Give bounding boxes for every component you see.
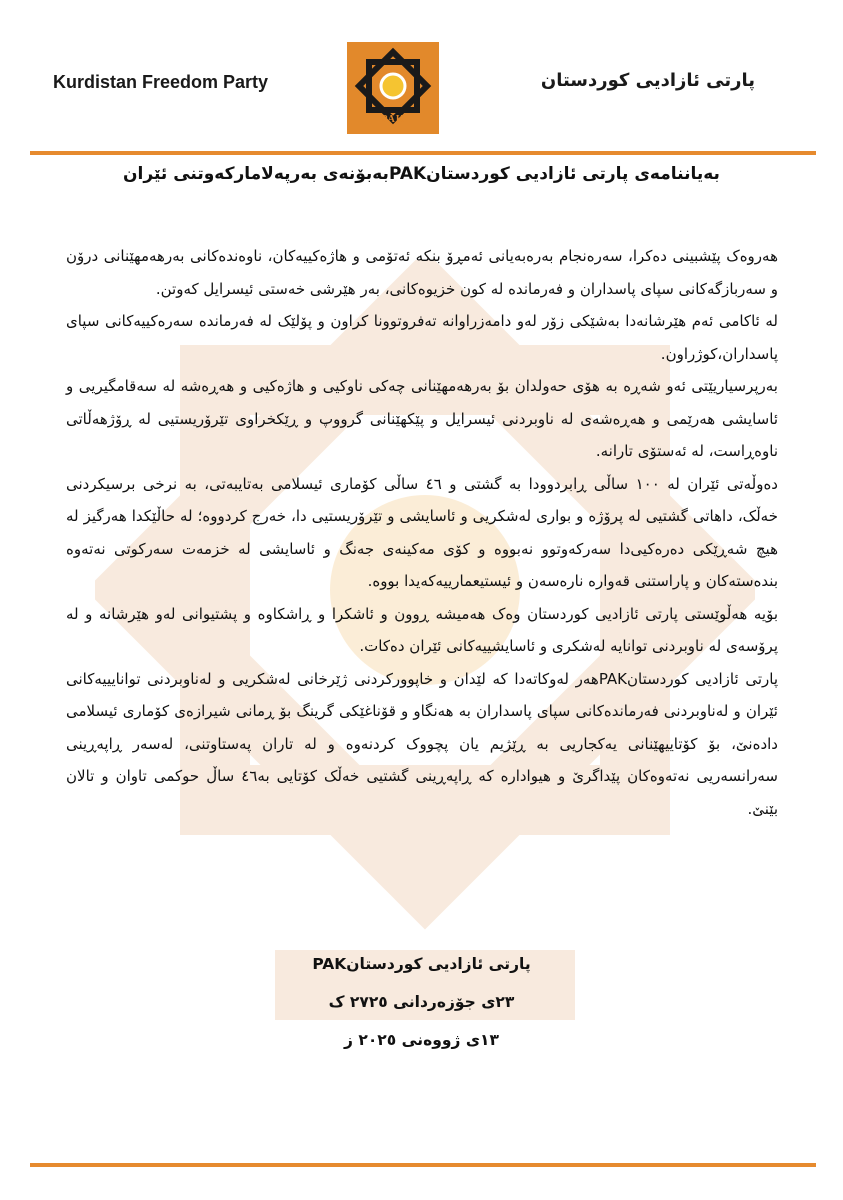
paragraph: بۆیە هەڵوێستی پارتی ئازادیی کوردستان وەک هەمیشە ڕوون و ئاشکرا و ڕاشکاوە و پشتیوانی لەو هێرشانە و لە پرۆسەی لە ناوبردنی توانایە لەشکری و ئاسایشییەکانی ئێران دەکات. [66, 604, 778, 655]
paragraph: دەوڵەتی ئێران لە ١٠٠ ساڵی ڕابردوودا بە گشتی و ٤٦ ساڵی کۆماری ئیسلامی بەتایبەتی، بە نرخی برسیکردنی خەڵک، داهاتی گشتیی لە پرۆژە و بواری لەشکریی و ئاسایشی و تێرۆریستیی دا، خەرج کردووە؛ لە حاڵێکدا هەرگیز لە هیچ شەڕێکی دەرەکیی‌دا سەرکەوتوو نەبووە و کۆی مەکینەی جەنگ و ئاسایشی لە خزمەت سەرکوتی نەتەوە بندەستەکان و پاراستنی قەوارە نارەسەن و ئیستیعمارییەکەیدا بووە. [66, 474, 778, 590]
header-divider [30, 151, 816, 155]
logo-text: PAK [381, 114, 405, 125]
footer-divider [30, 1163, 816, 1167]
paragraph: بەرپرسیاریێتی ئەو شەڕە بە هۆی حەولدان بۆ بەرهەمهێنانی چەکی ناوکیی و هاژەکیی و هەڕەشە لە سەقامگیریی و ئاسایشی هەرێمی و هەڕەشەی لە ناوبردنی ئیسرایل و پێکهێنانی گرووپ و ڕێکخراوی تێرۆریستیی لە ڕۆژهەڵاتی ناوەڕاست، لە ئەستۆی تارانە. [66, 377, 778, 460]
signature-date-kurdish: ٢٣ی جۆزەردانی ٢٧٢٥ ک [328, 993, 515, 1011]
paragraph: هەروەک پێشبینی دەکرا، سەرەنجام بەرەبەیانی ئەمڕۆ بنکە ئەتۆمی و هاژەکییەکان، ناوەندەکانی بەرهەمهێنانی درۆن و سەربازگەکانی سپای پاسداران و فەرماندە لە کون خزیوەکانی، بەر هێرشی خەستی ئیسرایل کەوتن. [66, 247, 778, 298]
party-name-english: Kurdistan Freedom Party [53, 72, 269, 92]
paragraph: لە ئاکامی ئەم هێرشانەدا بەشێکی زۆر لەو دامەزراوانە تەفروتوونا کراون و پۆلێک لە فەرماندە سەرەکییەکانی سپای پاسداران،کوژراون. [66, 312, 778, 363]
statement-title: بەیاننامەی پارتی ئازادیی کوردستانPAKبەبۆنەی بەرپەلامارکەوتنی ئێران [123, 164, 720, 184]
party-name-kurdish: پارتی ئازادیی کوردستان [540, 70, 755, 91]
statement-body [66, 240, 778, 825]
signature-party: پارتی ئازادیی کوردستانPAK [312, 955, 531, 973]
letterhead [0, 0, 843, 160]
signature-block [60, 945, 783, 1059]
paragraph: پارتی ئازادیی کوردستانPAKهەر لەوکاتەدا کە لێدان و خاپوورکردنی ژێرخانی لەشکریی و لەناوبردنی توانایییەکانی ئێران و لەناوبردنی فەرماندەکانی سپای پاسداران بە هەنگاو و قۆناغێکی گرینگ بۆ ڕمانی شیرازەی کۆماری ئیسلامی دادەنێ، بۆ کۆتاییهێنانی یەکجاریی بە ڕێژیم یان پچووک کردنەوە و لە تاران پەستاوتنی، لەسەر ڕاپەڕینی سەرانسەریی نەتەوەکان پێداگرێ و هیواداره کە ڕاپەڕینی گشتیی خەڵک کۆتایی بە٤٦ ساڵ حوکمی تاوان و تالان بێنێ. [66, 669, 778, 818]
signature-date-gregorian: ١٣ی ژووەنی ٢٠٢٥ ز [344, 1031, 499, 1049]
